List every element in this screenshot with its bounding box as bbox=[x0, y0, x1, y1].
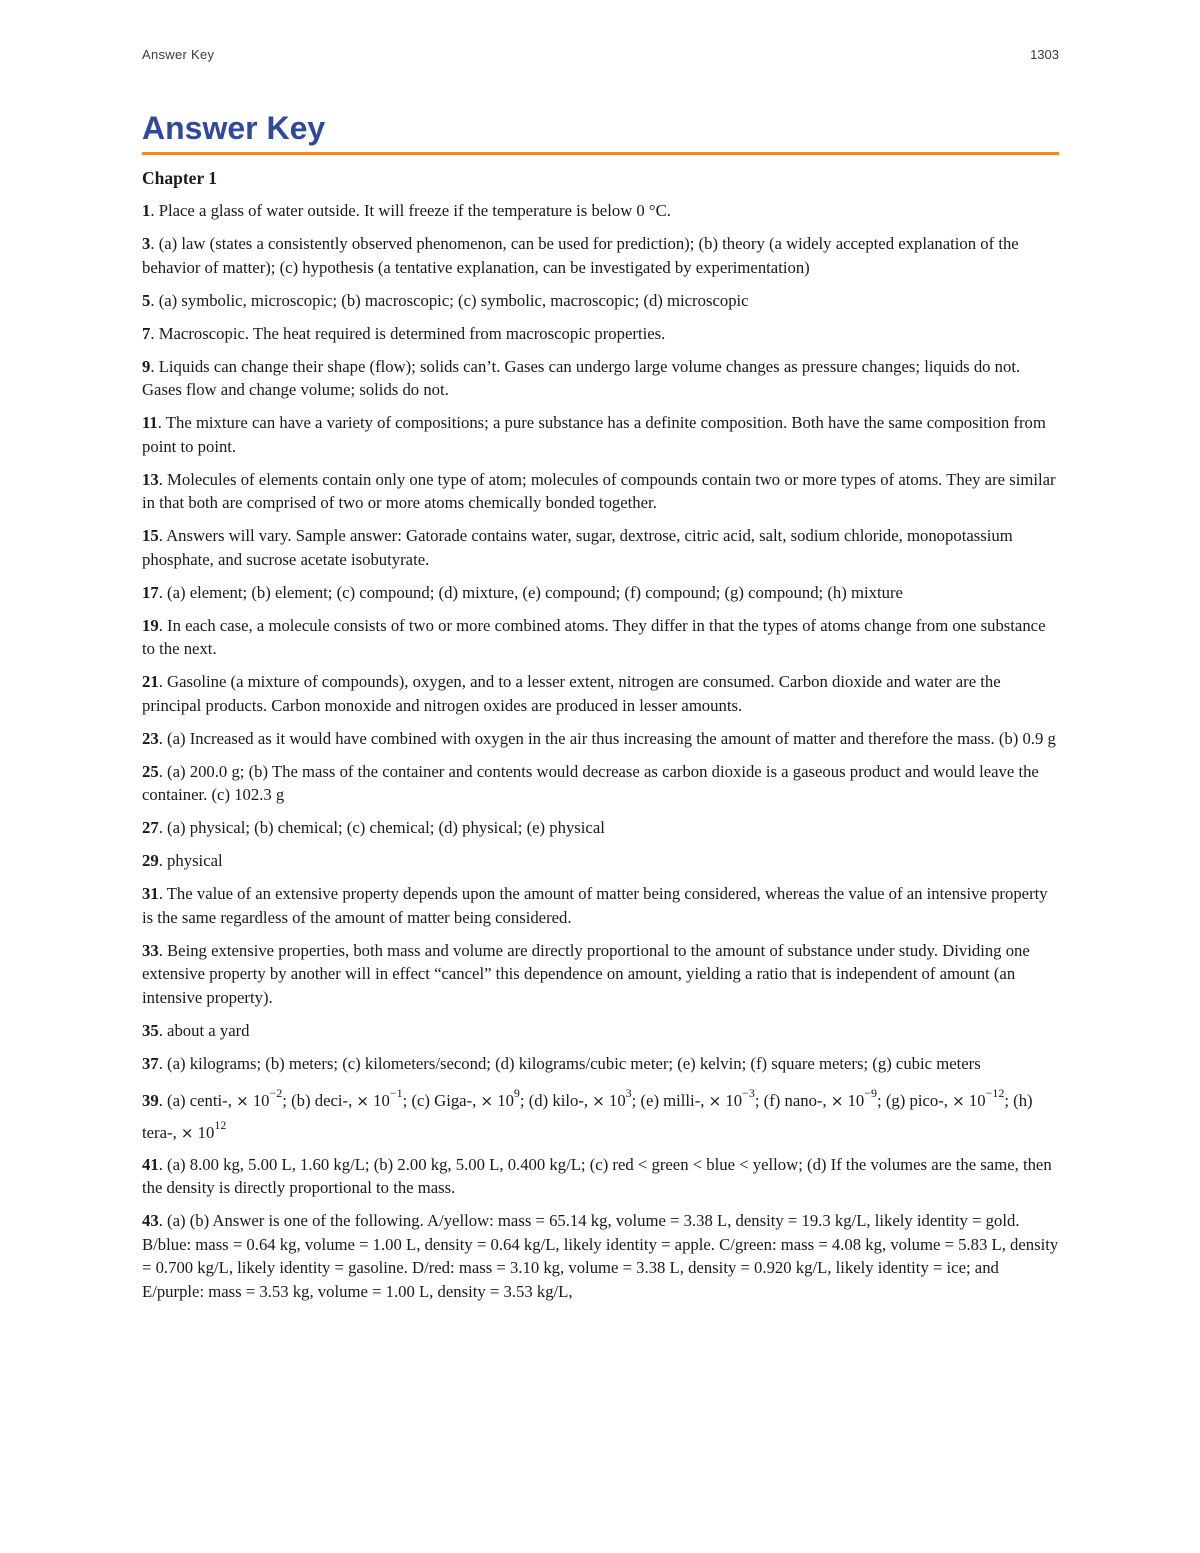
answer-number: 37 bbox=[142, 1053, 159, 1073]
power-exponent: −12 bbox=[985, 1085, 1005, 1100]
answer-item-27 bbox=[142, 816, 1059, 840]
answer-item-35 bbox=[142, 1019, 1059, 1043]
answer-text: . Liquids can change their shape (flow); solids can’t. Gases can undergo large volume changes as pressure changes; liquids do not. Gases flow and change volume; solids do not. bbox=[142, 356, 1021, 399]
answer-item-11 bbox=[142, 411, 1059, 458]
answer-text: . (a) 200.0 g; (b) The mass of the container and contents would decrease as carbon dioxide is a gaseous product and would leave the container. (c) 102.3 g bbox=[142, 761, 1039, 804]
answer-list bbox=[142, 199, 1059, 1075]
answer-text: . (a) Increased as it would have combined with oxygen in the air thus increasing the amount of matter and therefore the mass. (b) 0.9 g bbox=[158, 728, 1056, 748]
answer-text: . Place a glass of water outside. It will freeze if the temperature is below 0 °C. bbox=[150, 201, 671, 220]
answer-number: 41 bbox=[142, 1154, 159, 1174]
power-exponent: 3 bbox=[625, 1085, 632, 1100]
answer-item-7 bbox=[142, 322, 1059, 346]
answer-text: . Answers will vary. Sample answer: Gatorade contains water, sugar, dextrose, citric acid, salt, sodium chloride, monopotassium phosphate, and sucrose acetate isobutyrate. bbox=[142, 526, 1013, 569]
times-symbol: × bbox=[592, 1091, 605, 1110]
answer-text: . Molecules of elements contain only one type of atom; molecules of compounds contain two or more types of atoms. They are similar in that both are comprised of two or more atoms chemically bonded together. bbox=[142, 469, 1056, 512]
running-header bbox=[142, 47, 1059, 67]
times-symbol: × bbox=[180, 1123, 194, 1142]
times-symbol: × bbox=[830, 1091, 844, 1110]
answer-item-31 bbox=[142, 882, 1059, 929]
answer-text: . Gasoline (a mixture of compounds), oxygen, and to a lesser extent, nitrogen are consumed. Carbon dioxide and water are the principal products. Carbon monoxide and nitrogen oxides are produced in lesser amounts. bbox=[142, 672, 1001, 715]
answer-item-19 bbox=[142, 614, 1059, 661]
answer-item-17 bbox=[142, 581, 1059, 605]
page-title: Answer Key bbox=[142, 110, 326, 146]
answer-item-3 bbox=[142, 232, 1059, 279]
answer-text: ; (h) tera-, bbox=[142, 1090, 1033, 1142]
title-divider bbox=[142, 152, 1059, 155]
answer-text: . (a) symbolic, microscopic; (b) macroscopic; (c) symbolic, macroscopic; (d) microscopic bbox=[150, 290, 749, 310]
answer-text: ; (b) deci-, bbox=[282, 1090, 357, 1110]
answer-number: 15 bbox=[142, 526, 159, 545]
answer-text: . In each case, a molecule consists of two or more combined atoms. They differ in that the types of atoms change from one substance to the next. bbox=[142, 615, 1046, 658]
answer-number: 3 bbox=[142, 234, 151, 253]
power-exponent: −3 bbox=[742, 1085, 755, 1100]
answer-item-23 bbox=[142, 727, 1059, 751]
answer-number: 25 bbox=[142, 761, 159, 781]
answer-item-5 bbox=[142, 289, 1059, 313]
answer-item-13 bbox=[142, 468, 1059, 515]
answer-list-continued bbox=[142, 1153, 1059, 1304]
power-base: 10 bbox=[725, 1090, 743, 1110]
power-base: 10 bbox=[252, 1090, 270, 1110]
answer-item-41 bbox=[142, 1153, 1059, 1200]
times-symbol: × bbox=[480, 1091, 494, 1110]
answer-item-9 bbox=[142, 355, 1059, 402]
answer-item-29 bbox=[142, 849, 1059, 873]
answer-number: 39 bbox=[142, 1090, 159, 1110]
answer-text: . (a) physical; (b) chemical; (c) chemical; (d) physical; (e) physical bbox=[158, 818, 605, 837]
answer-item-15 bbox=[142, 524, 1059, 571]
answer-text: . The mixture can have a variety of compositions; a pure substance has a definite composition. Both have the same composition from point to point. bbox=[142, 413, 1046, 456]
answer-number: 35 bbox=[142, 1020, 159, 1040]
answer-text: ; (c) Giga-, bbox=[402, 1090, 481, 1110]
power-exponent: 12 bbox=[214, 1117, 227, 1132]
answer-number: 13 bbox=[142, 469, 159, 489]
power-base: 10 bbox=[497, 1090, 514, 1110]
answer-text: . Macroscopic. The heat required is determined from macroscopic properties. bbox=[150, 323, 666, 343]
answer-text: . Being extensive properties, both mass and volume are directly proportional to the amount of substance under study. Dividing one extensive property by another will in effect “cancel” this dependence on amount, yielding a ratio that is independent of amount (an intensive property). bbox=[142, 940, 1030, 1007]
power-exponent: −1 bbox=[389, 1085, 403, 1100]
times-symbol: × bbox=[356, 1091, 369, 1110]
page-number: 1303 bbox=[1030, 47, 1059, 62]
answer-text: . (a) 8.00 kg, 5.00 L, 1.60 kg/L; (b) 2.00 kg, 5.00 L, 0.400 kg/L; (c) red < green < blue < yellow; (d) If the volumes are the same, then the density is directly proportional to the mass. bbox=[142, 1154, 1052, 1197]
running-header-title: Answer Key bbox=[142, 47, 215, 62]
answer-item-37 bbox=[142, 1052, 1059, 1076]
answer-text: . (a) (b) Answer is one of the following. A/yellow: mass = 65.14 kg, volume = 3.38 L, density = 19.3 kg/L, likely identity = gold. B/blue: mass = 0.64 kg, volume = 1.00 L, density = 0.64 kg/L, likely identity = apple. C/green: mass = 4.08 kg, volume = 5.83 L, density = 0.700 kg/L, likely identity = gasoline. D/red: mass = 3.10 kg, volume = 3.38 L, density = 0.920 kg/L, likely identity = ice; and E/purple: mass = 3.53 kg, volume = 1.00 L, density = 3.53 kg/L, bbox=[142, 1211, 1059, 1301]
answer-number: 1 bbox=[142, 201, 151, 220]
answer-number: 29 bbox=[142, 851, 159, 870]
answer-text: ; (e) milli-, bbox=[631, 1090, 709, 1110]
answer-text: . (a) centi-, bbox=[158, 1090, 237, 1110]
answer-text: . The value of an extensive property depends upon the amount of matter being considered, whereas the value of an intensive property is the same regardless of the amount of matter being considered. bbox=[142, 884, 1048, 927]
power-base: 10 bbox=[373, 1090, 390, 1110]
power-base: 10 bbox=[968, 1090, 986, 1110]
power-base: 10 bbox=[197, 1122, 215, 1142]
answer-text: . (a) kilograms; (b) meters; (c) kilometers/second; (d) kilograms/cubic meter; (e) kelvin; (f) square meters; (g) cubic meters bbox=[158, 1053, 981, 1073]
answer-text: . physical bbox=[158, 851, 223, 870]
answer-item-21 bbox=[142, 670, 1059, 717]
answer-number: 9 bbox=[142, 356, 151, 376]
times-symbol: × bbox=[236, 1091, 249, 1110]
answer-number: 17 bbox=[142, 582, 159, 602]
answer-number: 43 bbox=[142, 1211, 159, 1230]
answer-item-1 bbox=[142, 199, 1059, 223]
answer-text: . (a) law (states a consistently observed phenomenon, can be used for prediction); (b) theory (a widely accepted explanation of the behavior of matter); (c) hypothesis (a tentative explanation, can be investigated by experimentation) bbox=[142, 234, 1019, 277]
times-symbol: × bbox=[708, 1091, 722, 1110]
power-exponent: −2 bbox=[269, 1085, 283, 1100]
answer-item-39 bbox=[142, 1085, 1059, 1149]
answer-content bbox=[142, 166, 1059, 1313]
power-exponent: −9 bbox=[864, 1085, 878, 1100]
answer-item-33 bbox=[142, 939, 1059, 1010]
answer-number: 31 bbox=[142, 884, 159, 903]
answer-number: 23 bbox=[142, 728, 159, 748]
answer-text: ; (d) kilo-, bbox=[519, 1090, 593, 1110]
answer-number: 27 bbox=[142, 818, 159, 837]
power-base: 10 bbox=[608, 1090, 626, 1110]
answer-text: ; (f) nano-, bbox=[754, 1090, 831, 1110]
answer-number: 33 bbox=[142, 940, 159, 960]
answer-item-25 bbox=[142, 760, 1059, 807]
power-base: 10 bbox=[847, 1090, 865, 1110]
answer-text: . (a) element; (b) element; (c) compound; (d) mixture, (e) compound; (f) compound; (g) compound; (h) mixture bbox=[158, 582, 903, 602]
answer-text: . about a yard bbox=[158, 1020, 250, 1040]
answer-text: ; (g) pico-, bbox=[877, 1090, 953, 1110]
chapter-heading: Chapter 1 bbox=[142, 168, 218, 188]
answer-number: 7 bbox=[142, 323, 151, 343]
times-symbol: × bbox=[952, 1091, 965, 1110]
power-exponent: 9 bbox=[513, 1085, 520, 1100]
answer-number: 5 bbox=[142, 290, 151, 310]
answer-number: 21 bbox=[142, 672, 159, 691]
answer-number: 11 bbox=[142, 413, 158, 432]
answer-number: 19 bbox=[142, 615, 159, 635]
answer-item-43 bbox=[142, 1209, 1059, 1303]
